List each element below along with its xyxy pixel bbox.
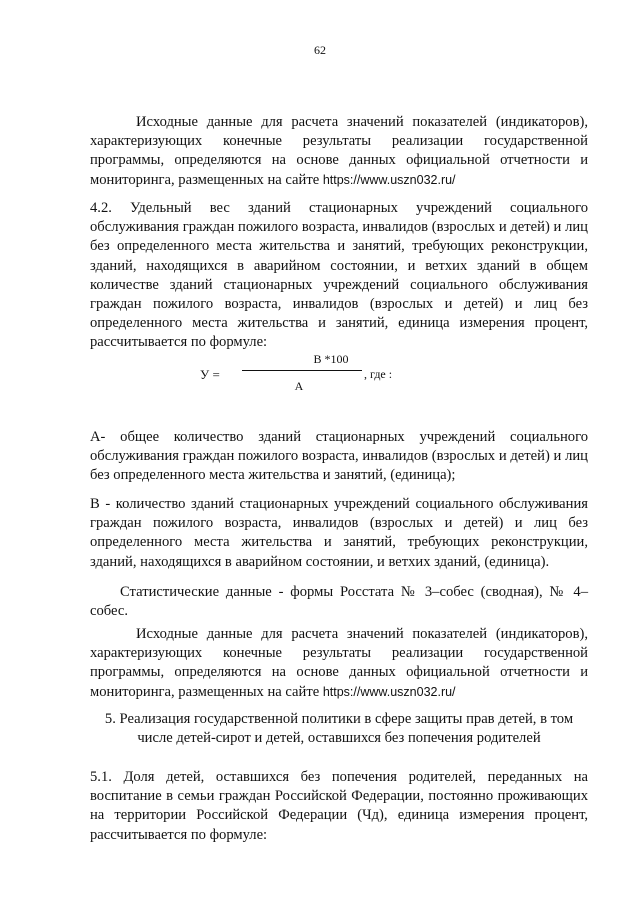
variable-b-definition: В - количество зданий стационарных учреждений социального обслуживания граждан пожилого возраста, инвалидов (взрослых и детей) и лиц без определенного места жительства и занятий, требующих реконструкции, зданий, находящихся в аварийном состоянии, и ветхих зданий, (единица). (90, 496, 588, 570)
source-data-paragraph-2 (90, 625, 588, 702)
section-5-title: 5. Реализация государственной политики в сфере защиты прав детей, в том числе детей-сирот и детей, оставшихся без попечения родителей (104, 711, 574, 747)
source-data-text-2: Исходные данные для расчета значений показателей (индикаторов), характеризующих конечные результаты реализации государственной программы, определяются на основе данных официальной отчетности и мониторинга, размещенных на сайте (90, 626, 588, 700)
uszn-site-link-1[interactable]: https://www.uszn032.ru/ (322, 172, 456, 187)
indicator-5-1-paragraph: 5.1. Доля детей, оставшихся без попечения родителей, переданных на воспитание в семьи граждан Российской Федерации, постоянно проживающих на территории Российской Федерации (Чд), единица измерения процент, рассчитывается по формуле: (90, 769, 588, 843)
formula-lhs: У = (200, 367, 220, 382)
formula-numerator: В *100 (313, 352, 349, 366)
formula-block (196, 348, 416, 400)
indicator-4-2-paragraph: 4.2. Удельный вес зданий стационарных учреждений социального обслуживания граждан пожилого возраста, инвалидов (взрослых и детей) и лиц без определенного места жительства и занятий, требующих реконструкции, зданий, находящихся в аварийном состоянии, и ветхих зданий в общем количестве зданий стационарных учреждений социального обслуживания граждан пожилого возраста, инвалидов (взрослых и детей) и лиц без определенного места жительства и занятий, единица измерения процент, рассчитывается по формуле: (90, 200, 588, 351)
formula-where: , где : (364, 367, 393, 381)
source-data-text-1: Исходные данные для расчета значений показателей (индикаторов), характеризующих конечные результаты реализации государственной программы, определяются на основе данных официальной отчетности и мониторинга, размещенных на сайте (90, 114, 588, 188)
formula-denominator: А (294, 379, 304, 393)
source-data-paragraph-1 (90, 113, 588, 190)
statistical-data-paragraph: Статистические данные - формы Росстата № 3–собес (сводная), № 4–собес. (90, 584, 588, 620)
page-number: 62 (314, 43, 326, 57)
variable-a-definition: А- общее количество зданий стационарных учреждений социального обслуживания граждан пожилого возраста, инвалидов (взрослых и детей) и лиц без определенного места жительства и занятий, (единица); (90, 429, 588, 484)
uszn-site-link-2[interactable]: https://www.uszn032.ru/ (322, 684, 456, 699)
fraction-bar (242, 370, 362, 371)
